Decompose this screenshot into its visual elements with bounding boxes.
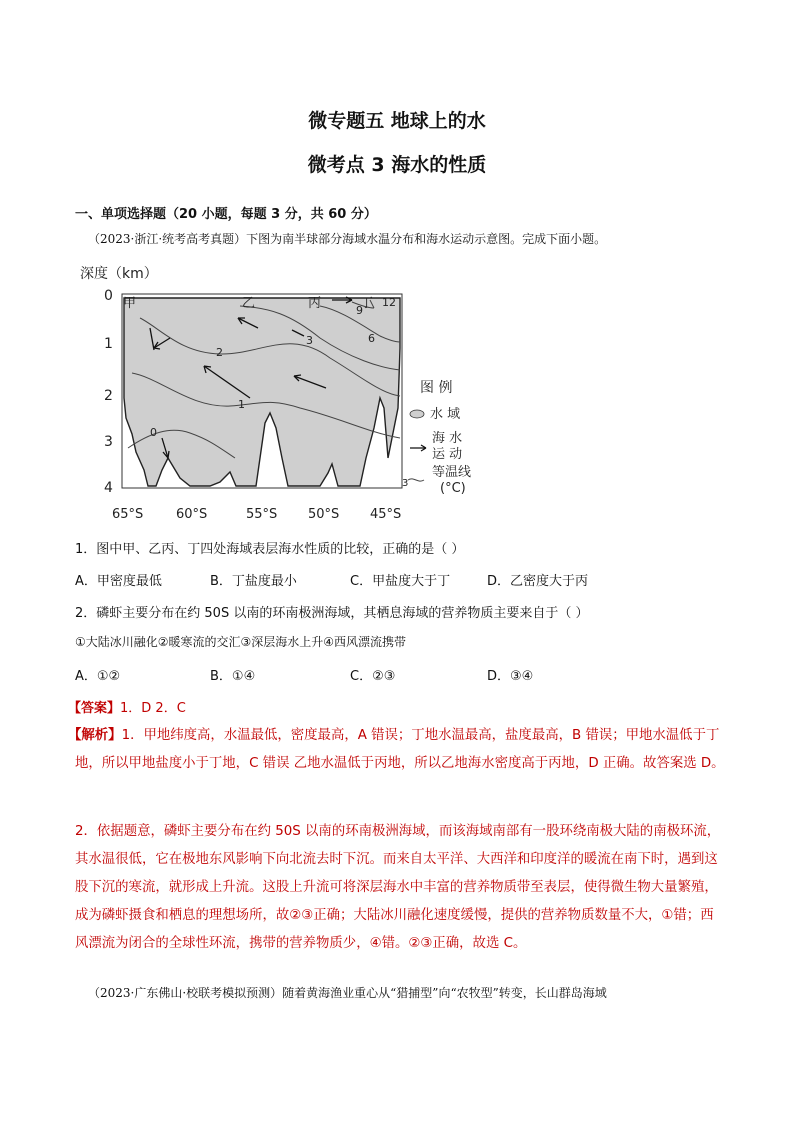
x-tick-50: 50°S: [308, 507, 340, 522]
legend-water-label: 水 域: [430, 407, 461, 422]
y-tick-1: 1: [104, 336, 113, 352]
place-label-yi: 乙: [242, 296, 256, 311]
x-tick-45: 45°S: [370, 507, 402, 522]
section-heading: 一、单项选择题（20 小题，每题 3 分，共 60 分）: [75, 207, 377, 222]
question-intro: （2023·浙江·统考高考真题）下图为南半球部分海域水温分布和海水运动示意图。完成下面小题。: [88, 232, 607, 246]
answer-text: 1．D 2．C: [120, 701, 186, 716]
analysis-paragraph-1: [68, 722, 725, 778]
answer-tag: 【答案】: [68, 701, 121, 716]
y-tick-4: 4: [104, 480, 113, 496]
isotherm-label-12: 12: [382, 296, 396, 309]
page-subtitle: 微考点 3 海水的性质: [307, 154, 487, 176]
legend-flow-label-1: 海 水: [432, 431, 463, 446]
y-tick-2: 2: [104, 388, 113, 404]
isotherm-label-6: 6: [368, 332, 375, 345]
legend-isotherm-label-1: 等温线: [432, 465, 472, 480]
legend-water-swatch: [410, 410, 424, 418]
q1-option-b: B．丁盐度最小: [210, 574, 297, 589]
isotherm-label-0: 0: [150, 426, 157, 439]
place-label-bing: 丙: [308, 296, 322, 311]
place-label-ding: 丁: [360, 296, 374, 311]
legend-flow-label-2: 运 动: [432, 447, 463, 462]
y-tick-0: 0: [104, 288, 113, 304]
legend-title: 图 例: [420, 380, 453, 396]
q1-option-a: A．甲密度最低: [75, 574, 162, 589]
legend-isotherm-line: [408, 479, 424, 481]
q2-option-b: B．①④: [210, 669, 256, 684]
isotherm-label-2: 2: [216, 346, 223, 359]
question-2-sub: ①大陆冰川融化②暖寒流的交汇③深层海水上升④西风漂流携带: [75, 635, 407, 649]
q1-option-d: D．乙密度大于丙: [487, 574, 589, 589]
isotherm-label-3: 3: [306, 334, 313, 347]
isotherm-label-1: 1: [238, 398, 245, 411]
x-tick-60: 60°S: [176, 507, 208, 522]
next-question-intro: （2023·广东佛山·校联考模拟预测）随着黄海渔业重心从“猎捕型”向“农牧型”转变，长山群岛海域: [88, 986, 607, 1000]
place-label-jia: 甲: [123, 296, 137, 311]
answer-line: [68, 697, 186, 716]
legend-isotherm-label-2: (°C): [440, 481, 466, 496]
q2-option-d: D．③④: [487, 669, 534, 684]
q2-option-c: C．②③: [350, 669, 396, 684]
x-tick-55: 55°S: [246, 507, 278, 522]
ocean-temperature-figure: [70, 258, 490, 528]
isotherm-label-9: 9: [356, 304, 363, 317]
q2-option-a: A．①②: [75, 669, 121, 684]
page-title: 微专题五 地球上的水: [308, 110, 486, 132]
question-2-stem: 2．磷虾主要分布在约 50S 以南的环南极洲海域，其栖息海域的营养物质主要来自于（ ）: [75, 606, 589, 621]
legend-flow-arrow: [410, 445, 426, 451]
analysis-text-1: 1．甲地纬度高，水温最低，密度最高，A 错误；丁地水温最高，盐度最高，B 错误；甲地水温低于丁地，所以甲地盐度小于丁地，C 错误 乙地水温低于丙地，所以乙地海水密度高于丙地，D 正确。故答案选 D。: [75, 728, 725, 771]
depth-axis-label: 深度（km）: [80, 266, 158, 282]
y-tick-3: 3: [104, 434, 113, 450]
q1-option-c: C．甲盐度大于丁: [350, 574, 451, 589]
analysis-paragraph-2: 2．依据题意，磷虾主要分布在约 50S 以南的环南极洲海域，而该海域南部有一股环绕南极大陆的南极环流，其水温很低，它在极地东风影响下向北流去时下沉。而来自太平洋、大西洋和印度洋的暖流在南下时，遇到这股下沉的寒流，就形成上升流。这股上升流可将深层海水中丰富的营养物质带至表层，使得微生物大量繁殖，成为磷虾摄食和栖息的理想场所，故②③正确；大陆冰川融化速度缓慢，提供的营养物质数量不大，①错；西风漂流为闭合的全球性环流，携带的营养物质少，④错。②③正确，故选 C。: [75, 824, 721, 951]
legend-isotherm-sample: 3: [402, 478, 409, 489]
x-tick-65: 65°S: [112, 507, 144, 522]
question-1-stem: 1．图中甲、乙丙、丁四处海域表层海水性质的比较，正确的是（ ）: [75, 542, 465, 557]
analysis-tag: 【解析】: [68, 728, 122, 743]
